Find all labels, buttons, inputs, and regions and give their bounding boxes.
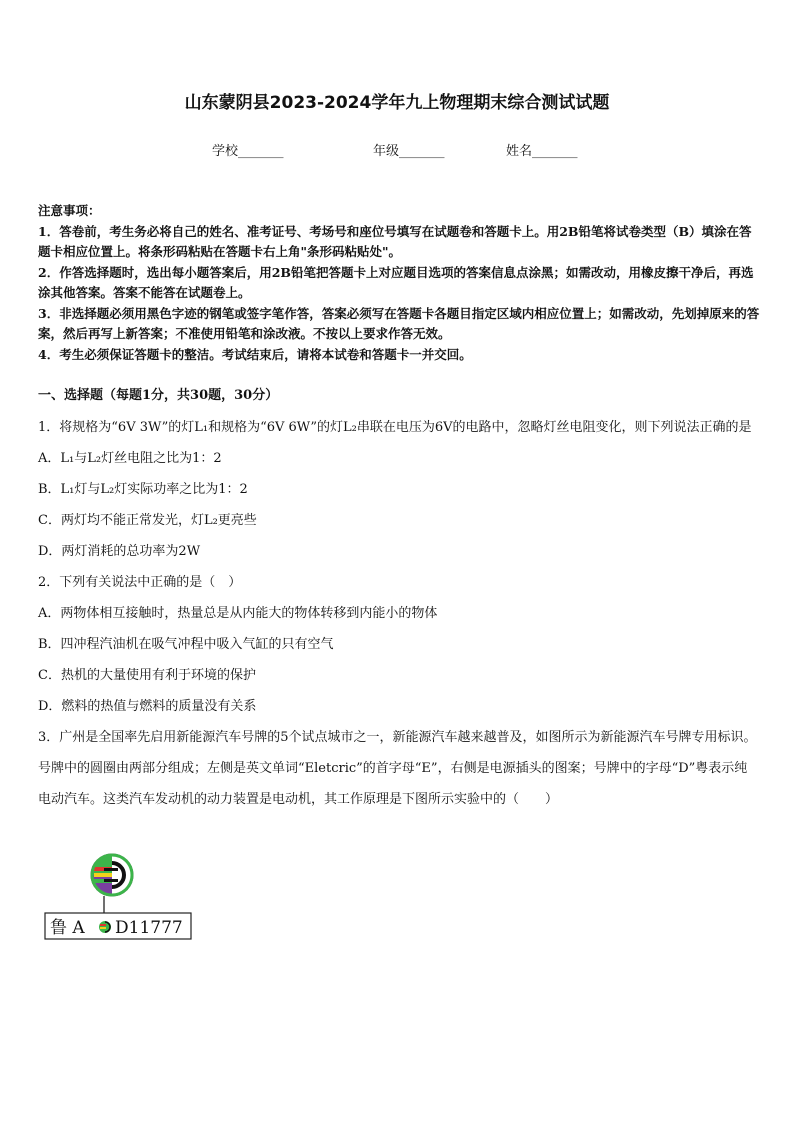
question-2-option-c: C．热机的大量使用有利于环境的保护 (38, 668, 256, 683)
new-energy-logo-icon (91, 854, 133, 896)
notice-block (38, 201, 760, 365)
question-3-stem: 3．广州是全国率先启用新能源汽车号牌的5个试点城市之一，新能源汽车越来越普及，如图所示为新能源汽车号牌专用标识。号牌中的圆圈由两部分组成；左侧是英文单词“Eletcric”的首字母“E”，右侧是电源插头的图案；号牌中的字母“D”粤表示纯电动汽车。这类汽车发动机的动力装置是电动机，其工作原理是下图所示实验中的（ ） (38, 730, 757, 807)
page-title: 山东蒙阴县2023-2024学年九上物理期末综合测试试题 (184, 93, 610, 113)
plate-number: D11777 (115, 918, 183, 938)
license-plate-figure (44, 853, 194, 943)
question-1-stem: 1．将规格为“6V 3W”的灯L₁和规格为“6V 6W”的灯L₂串联在电压为6V的电路中，忽略灯丝电阻变化，则下列说法正确的是 (38, 420, 752, 435)
question-2-option-a: A．两物体相互接触时，热量总是从内能大的物体转移到内能小的物体 (38, 606, 438, 621)
notice-item-2: 2．作答选择题时，选出每小题答案后，用2B铅笔把答题卡上对应题目选项的答案信息点涂黑；如需改动，用橡皮擦干净后，再选涂其他答案。答案不能答在试题卷上。 (38, 264, 754, 300)
section-multiple-choice (38, 384, 760, 815)
question-1-option-c: C．两灯均不能正常发光，灯L₂更亮些 (38, 513, 257, 528)
notice-heading: 注意事项： (38, 203, 101, 218)
license-plate-svg (44, 853, 194, 943)
question-2-option-d: D．燃料的热值与燃料的质量没有关系 (38, 699, 257, 714)
notice-item-4: 4．考生必须保证答题卡的整洁。考试结束后，请将本试卷和答题卡一并交回。 (38, 346, 472, 362)
question-2-option-b: B．四冲程汽油机在吸气冲程中吸入气缸的只有空气 (38, 637, 334, 652)
section-header: 一、选择题（每题1分，共30题，30分） (38, 388, 279, 403)
question-1-option-b: B．L₁灯与L₂灯实际功率之比为1：2 (38, 482, 248, 497)
plate-prefix: 鲁 A (50, 918, 85, 938)
name-field[interactable]: 姓名_______ (506, 144, 578, 159)
question-1-option-d: D．两灯消耗的总功率为2W (38, 544, 201, 559)
question-2-stem: 2．下列有关说法中正确的是（ ） (38, 575, 242, 590)
grade-field[interactable]: 年级_______ (373, 144, 445, 159)
plate-small-logo-icon (99, 921, 111, 933)
school-field[interactable]: 学校_______ (212, 144, 284, 159)
question-1-option-a: A．L₁与L₂灯丝电阻之比为1：2 (38, 451, 222, 466)
notice-item-1: 1．答卷前，考生务必将自己的姓名、准考证号、考场号和座位号填写在试题卷和答题卡上。用2B铅笔将试卷类型（B）填涂在答题卡相应位置上。将条形码粘贴在答题卡右上角"条形码粘贴处"。 (38, 223, 752, 259)
notice-item-3: 3．非选择题必须用黑色字迹的钢笔或签字笔作答，答案必须写在答题卡各题目指定区域内相应位置上；如需改动，先划掉原来的答案，然后再写上新答案；不准使用铅笔和涂改液。不按以上要求作答无效。 (38, 305, 760, 341)
